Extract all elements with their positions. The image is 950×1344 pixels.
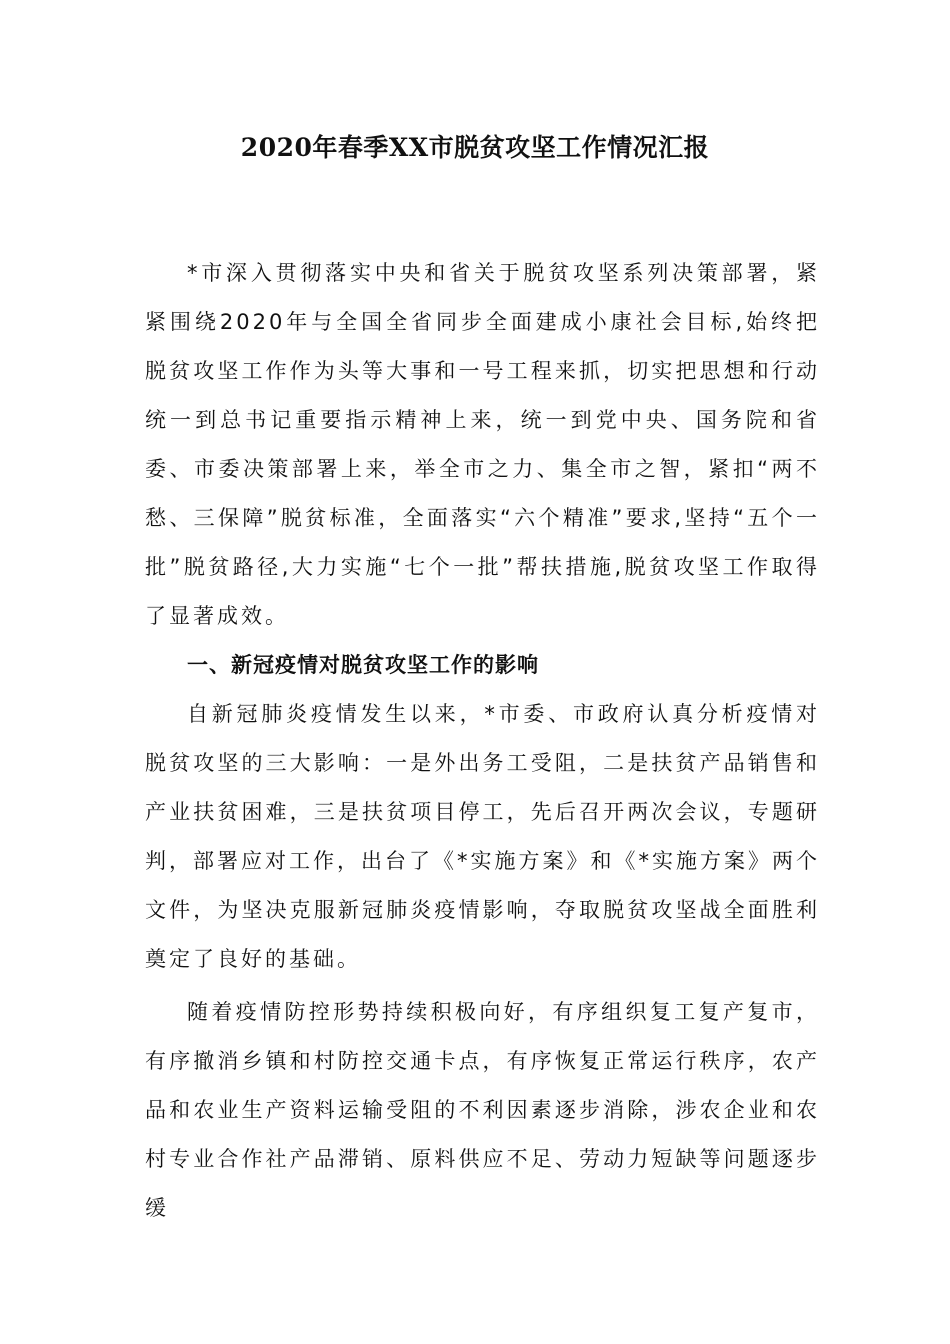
body-paragraph: 随着疫情防控形势持续积极向好，有序组织复工复产复市，有序撤消乡镇和村防控交通卡点，有序恢复正常运行秩序，农产品和农业生产资料运输受阻的不利因素逐步消除，涉农企业和农村专业合作社产品滞销、原料供应不足、劳动力短缺等问题逐步缓 <box>145 1000 820 1220</box>
section-heading: 一、新冠疫情对脱贫攻坚工作的影响 <box>187 653 539 677</box>
document-body <box>145 249 820 1233</box>
body-paragraph: 自新冠肺炎疫情发生以来，*市委、市政府认真分析疫情对脱贫攻坚的三大影响：一是外出务工受阻，二是扶贫产品销售和产业扶贫困难，三是扶贫项目停工，先后召开两次会议，专题研判，部署应对工作，出台了《*实施方案》和《*实施方案》两个文件，为坚决克服新冠肺炎疫情影响，夺取脱贫攻坚战全面胜利奠定了良好的基础。 <box>145 702 820 971</box>
body-paragraph: *市深入贯彻落实中央和省关于脱贫攻坚系列决策部署，紧紧围绕2020年与全国全省同步全面建成小康社会目标,始终把脱贫攻坚工作作为头等大事和一号工程来抓，切实把思想和行动统一到总书记重要指示精神上来，统一到党中央、国务院和省委、市委决策部署上来，举全市之力、集全市之智，紧扣“两不愁、三保障”脱贫标准，全面落实“六个精准”要求,坚持“五个一批”脱贫路径,大力实施“七个一批”帮扶措施,脱贫攻坚工作取得了显著成效。 <box>145 261 820 628</box>
document-title: 2020年春季XX市脱贫攻坚工作情况汇报 <box>240 133 710 162</box>
